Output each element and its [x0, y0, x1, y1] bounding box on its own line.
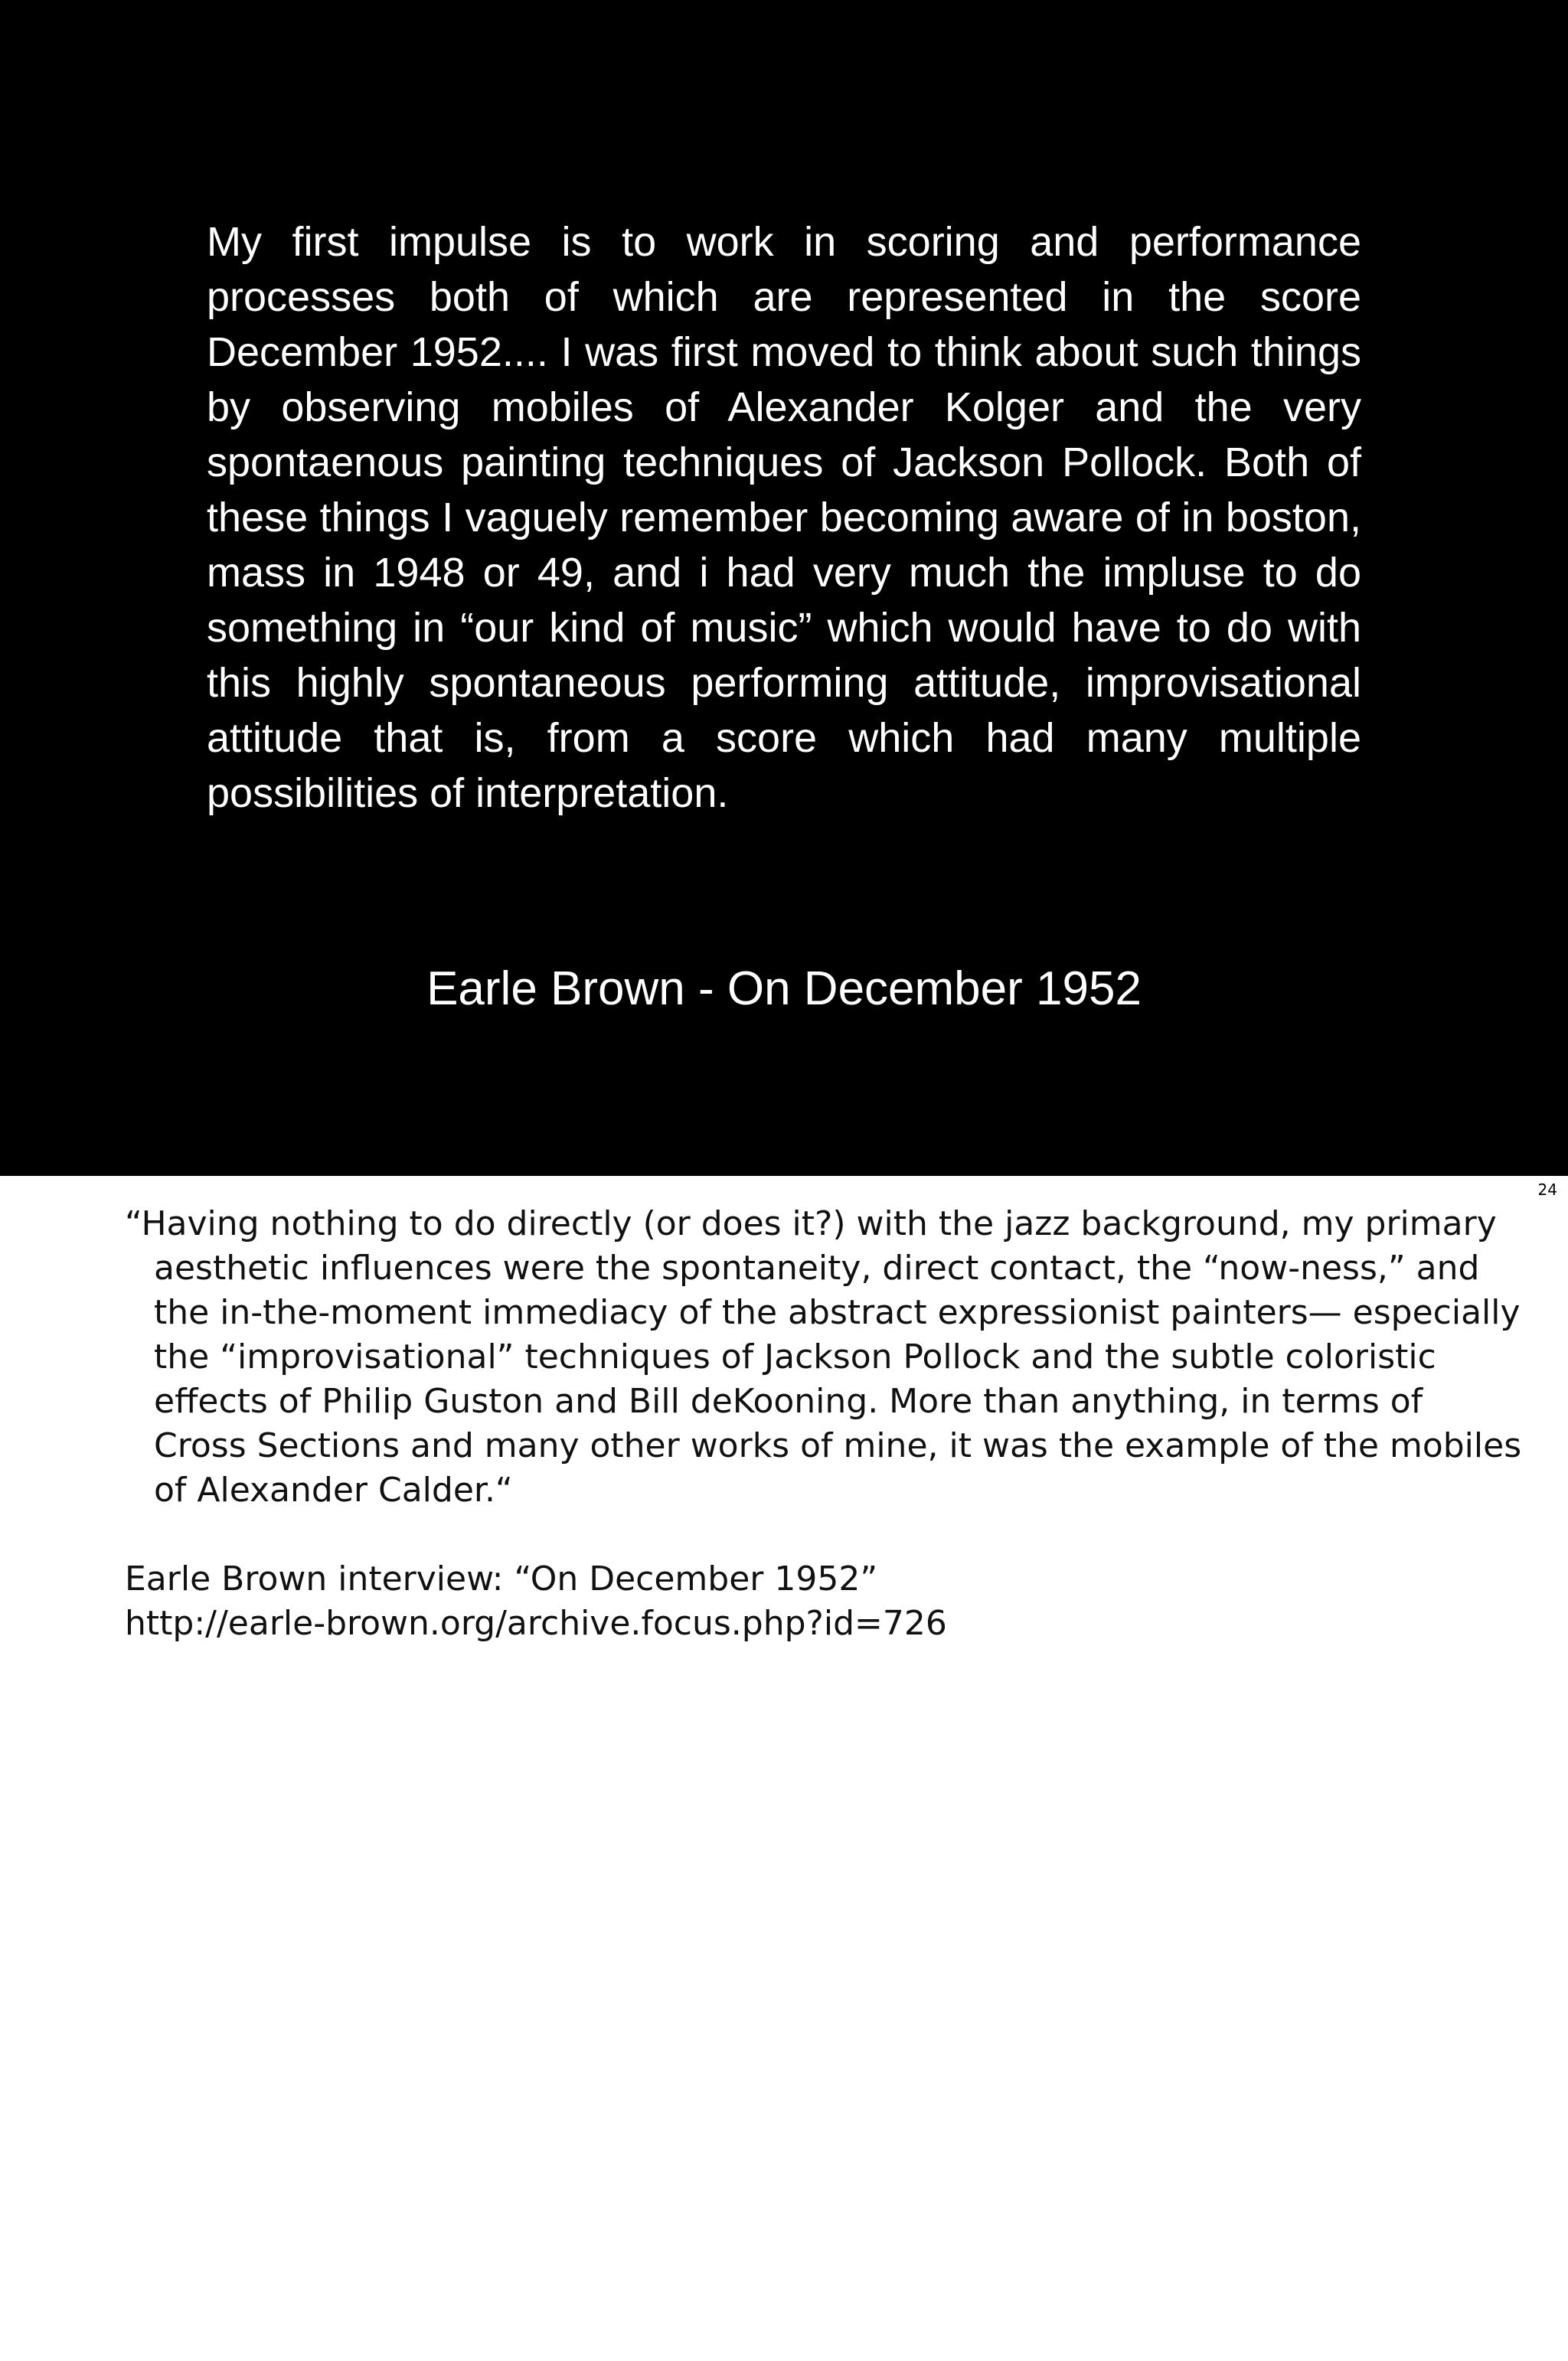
slide-attribution: Earle Brown - On December 1952: [426, 962, 1142, 1015]
speaker-notes: [125, 1202, 1522, 1646]
page-number: 24: [1537, 1180, 1557, 1199]
notes-source-url[interactable]: http://earle-brown.org/archive.focus.php?id=726: [125, 1604, 947, 1643]
notes-quote: “Having nothing to do directly (or does it?) with the jazz background, my primary aesthetic influences were the spontaneity, direct contact, the “now-ness,” and the in-the-moment immediacy of the abstract expressionist painters— especially the “improvisational” techniques of Jackson Pollock and the subtle coloristic effects of Philip Guston and Bill deKooning. More than anything, in terms of Cross Sections and many other works of mine, it was the example of the mobiles of Alexander Calder.“: [125, 1204, 1522, 1510]
slide: [0, 0, 1568, 1176]
notes-source-title: Earle Brown interview: “On December 1952”: [125, 1559, 878, 1598]
slide-quote: My first impulse is to work in scoring and performance processes both of which are represented in the score December 1952.... I was first moved to think about such things by observing mobiles of Alexander Kolger and the very spontaenous painting techniques of Jackson Pollock. Both of these things I vaguely remember becoming aware of in boston, mass in 1948 or 49, and i had very much the impluse to do something in “our kind of music” which would have to do with this highly spontaneous performing attitude, improvisational attitude that is, from a score which had many multiple possibilities of interpretation.: [207, 219, 1361, 816]
notes-source: [125, 1557, 1503, 1646]
